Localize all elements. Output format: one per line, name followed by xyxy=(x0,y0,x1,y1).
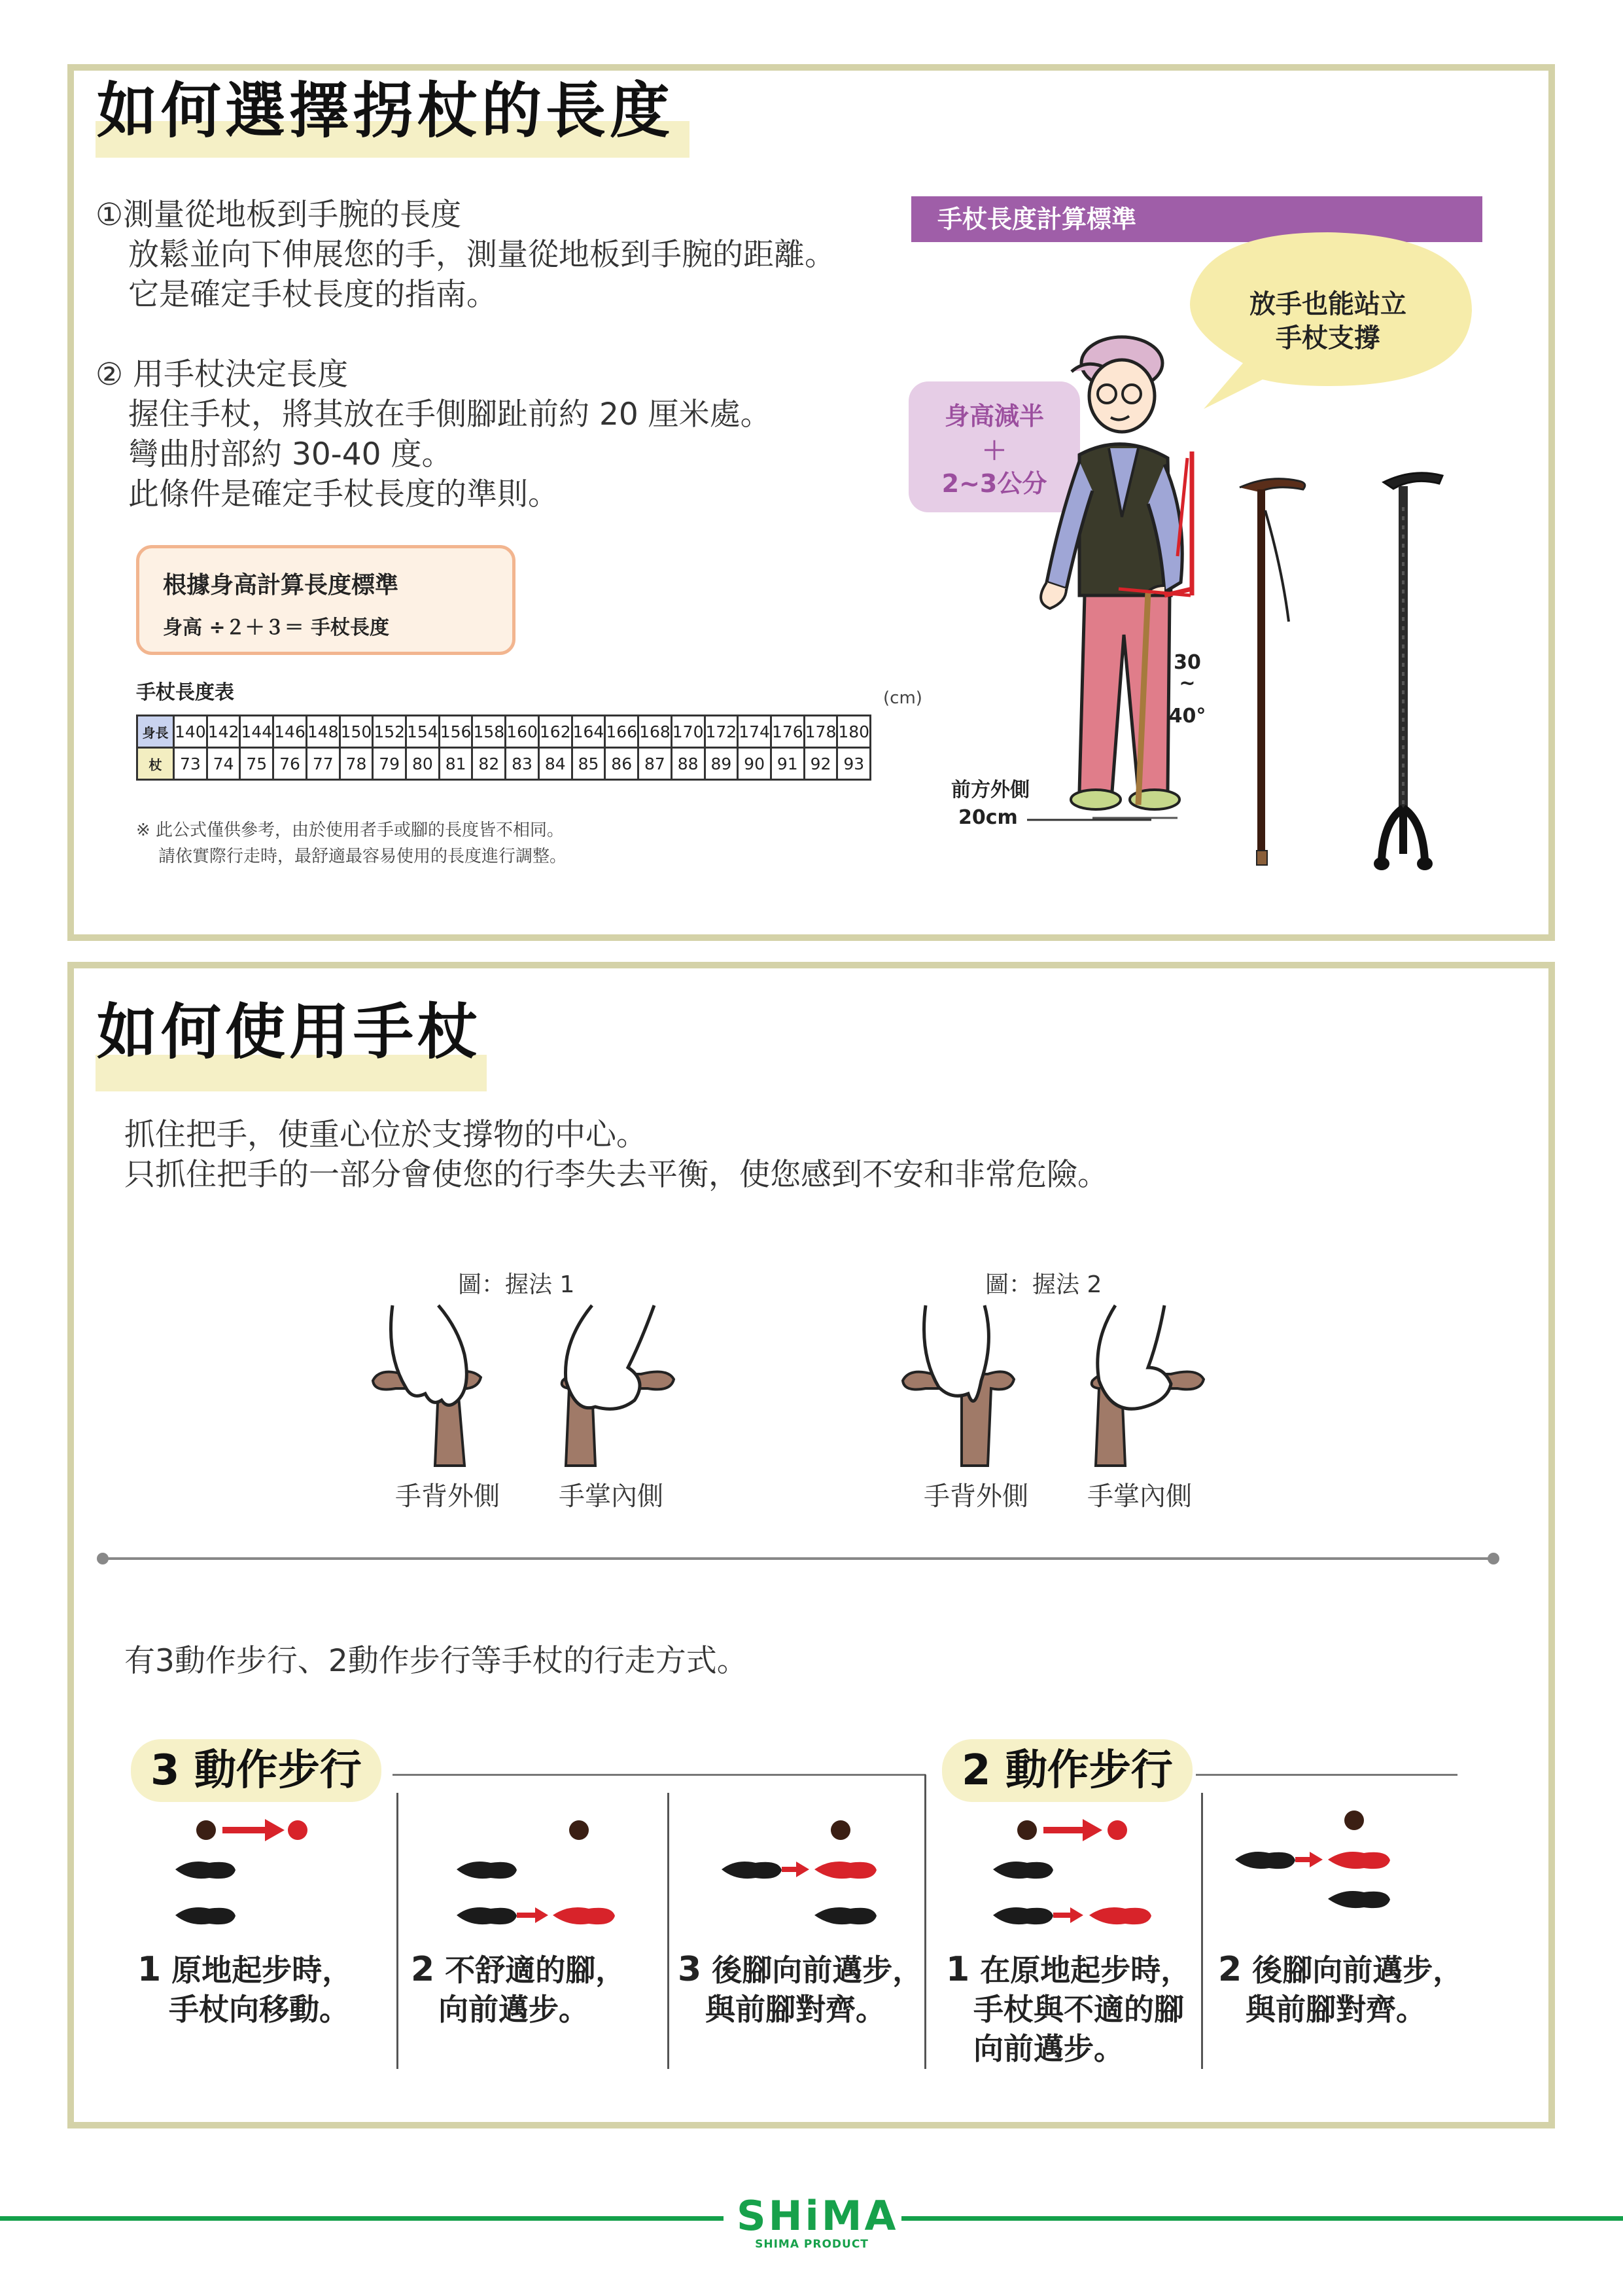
table-unit: (cm) xyxy=(883,688,922,708)
formula-box xyxy=(136,545,515,655)
note-line2: 請依實際行走時，最舒適最容易使用的長度進行調整。 xyxy=(158,847,567,866)
footer-rule-right xyxy=(901,2216,1623,2221)
cane-length-table xyxy=(136,715,871,781)
cane-quad-icon xyxy=(1374,468,1465,877)
height-cell: 178 xyxy=(804,716,837,748)
height-cell: 140 xyxy=(174,716,207,748)
step1-heading: ①測量從地板到手腕的長度 xyxy=(96,197,462,233)
height-cell: 160 xyxy=(506,716,539,748)
two-step-rule xyxy=(1196,1774,1457,1776)
bubble-line2: 手杖支撐 xyxy=(1276,323,1380,353)
height-cell: 154 xyxy=(406,716,440,748)
height-cell: 146 xyxy=(273,716,307,748)
three-step-title: 3 動作步行 xyxy=(131,1739,381,1802)
step-line: 向前邁步。 xyxy=(973,2031,1124,2066)
height-cell: 158 xyxy=(472,716,506,748)
cane-row-label: 杖 xyxy=(137,748,174,780)
pink-line1: 身高減半 xyxy=(944,402,1044,431)
cane-length-cell: 76 xyxy=(273,748,307,780)
step-number: 3 xyxy=(678,1950,702,1989)
cane-length-cell: 80 xyxy=(406,748,440,780)
step-number: 2 xyxy=(1218,1950,1242,1989)
step-number: 2 xyxy=(411,1950,435,1989)
formula-title: 根據身高計算長度標準 xyxy=(163,572,399,599)
usage-intro-line1: 抓住把手，使重心位於支撐物的中心。 xyxy=(124,1117,647,1153)
cane-length-cell: 88 xyxy=(671,748,705,780)
formula-text: 身高 ÷２＋３＝ 手杖長度 xyxy=(163,616,390,639)
grip2-palm-hand xyxy=(1092,1305,1204,1466)
step-line: 不舒適的腳， xyxy=(445,1952,626,1988)
cane-length-cell: 77 xyxy=(306,748,340,780)
cane-length-cell: 83 xyxy=(506,748,539,780)
step-line: 手杖向移動。 xyxy=(169,1992,349,2027)
height-cell: 142 xyxy=(207,716,240,748)
two-step-2-text xyxy=(1218,1950,1463,2029)
three-step-1-text xyxy=(137,1950,352,2029)
height-cell: 172 xyxy=(705,716,738,748)
two-step-1-text xyxy=(946,1950,1191,2068)
grip2-illustration xyxy=(896,1302,1236,1466)
step2-heading: ② 用手杖決定長度 xyxy=(96,357,349,393)
two-step-title: 2 動作步行 xyxy=(942,1739,1193,1802)
height-cell: 166 xyxy=(605,716,638,748)
logo-main: SHiMA xyxy=(737,2192,899,2240)
cane-length-cell: 91 xyxy=(771,748,804,780)
step-line: 後腳向前邁步， xyxy=(712,1952,923,1988)
note-line1: ※ 此公式僅供參考，由於使用者手或腳的長度皆不相同。 xyxy=(136,821,565,840)
cane-length-cell: 75 xyxy=(240,748,273,780)
height-cell: 176 xyxy=(771,716,804,748)
grip1-caption: 圖：握法 1 xyxy=(458,1271,575,1298)
cane-length-cell: 81 xyxy=(439,748,472,780)
illustration-header: 手杖長度計算標準 xyxy=(911,196,1482,242)
grip2-caption: 圖：握法 2 xyxy=(985,1271,1102,1298)
height-row xyxy=(137,716,871,748)
table-title: 手杖長度表 xyxy=(136,681,234,704)
section2-title: 如何使用手杖 xyxy=(97,997,482,1067)
height-cell: 156 xyxy=(439,716,472,748)
step2-line2: 彎曲肘部約 30-40 度。 xyxy=(128,436,453,472)
step-line: 原地起步時， xyxy=(171,1952,353,1988)
elderly-man-illustration xyxy=(1007,334,1217,831)
height-cell: 180 xyxy=(837,716,871,748)
grip1-back-hand xyxy=(373,1305,481,1466)
pink-line3: 2~3公分 xyxy=(941,469,1047,498)
cane-length-cell: 79 xyxy=(373,748,406,780)
bubble-line1: 放手也能站立 xyxy=(1249,289,1406,319)
distance-line xyxy=(1027,818,1151,822)
front-distance: 20cm xyxy=(958,806,1018,829)
step-line: 後腳向前邁步， xyxy=(1252,1952,1463,1988)
two-step-2-diagram xyxy=(1230,1806,1400,1937)
grip1-left-label: 手背外側 xyxy=(395,1481,500,1511)
step1-line2: 它是確定手杖長度的指南。 xyxy=(128,277,497,313)
step-line: 與前腳對齊。 xyxy=(1246,1992,1426,2027)
cane-length-cell: 73 xyxy=(174,748,207,780)
three-step-3-text xyxy=(678,1950,922,2029)
cane-length-cell: 87 xyxy=(638,748,672,780)
three-step-3-diagram xyxy=(716,1806,886,1937)
grip2-back-hand xyxy=(903,1305,1014,1466)
step2-line1: 握住手杖，將其放在手側腳趾前約 20 厘米處。 xyxy=(128,397,771,433)
three-step-2-diagram xyxy=(451,1806,621,1937)
pink-line2: ＋ xyxy=(981,436,1007,465)
angle-mid: ~ xyxy=(1179,672,1196,695)
shima-logo xyxy=(737,2192,899,2251)
column-divider xyxy=(667,1793,669,2069)
step-line: 向前邁步。 xyxy=(438,1992,589,2027)
column-divider xyxy=(396,1793,398,2069)
grip1-palm-hand xyxy=(562,1305,674,1466)
logo-sub: SHIMA PRODUCT xyxy=(755,2238,869,2251)
walk-intro: 有3動作步行、2動作步行等手杖的行走方式。 xyxy=(124,1643,748,1679)
three-step-1-diagram xyxy=(170,1806,314,1937)
section-divider xyxy=(95,1552,1501,1565)
step-line: 在原地起步時， xyxy=(980,1952,1191,1988)
height-cell: 168 xyxy=(638,716,672,748)
cane-length-cell: 82 xyxy=(472,748,506,780)
column-divider xyxy=(1201,1793,1203,2069)
front-label: 前方外側 xyxy=(951,779,1030,802)
cane-length-cell: 86 xyxy=(605,748,638,780)
three-step-rule xyxy=(393,1774,926,1776)
height-cell: 170 xyxy=(671,716,705,748)
height-row-label: 身長 xyxy=(137,716,174,748)
cane-length-cell: 84 xyxy=(538,748,572,780)
step-number: 1 xyxy=(946,1950,970,1989)
section1-title: 如何選擇拐杖的長度 xyxy=(97,76,674,146)
height-cell: 174 xyxy=(738,716,771,748)
grip2-left-label: 手背外側 xyxy=(924,1481,1028,1511)
footer-rule-left xyxy=(0,2216,724,2221)
cane-length-cell: 74 xyxy=(207,748,240,780)
cane-single-icon xyxy=(1236,471,1321,877)
column-divider xyxy=(924,1775,926,2069)
step-number: 1 xyxy=(137,1950,162,1989)
step-line: 與前腳對齊。 xyxy=(705,1992,886,2027)
step1-line1: 放鬆並向下伸展您的手，測量從地板到手腕的距離。 xyxy=(128,237,835,273)
grip1-right-label: 手掌內側 xyxy=(559,1481,663,1511)
angle-bottom: 40° xyxy=(1168,705,1206,728)
three-step-2-text xyxy=(411,1950,625,2029)
usage-intro-line2: 只抓住把手的一部分會使您的行李失去平衡，使您感到不安和非常危險。 xyxy=(124,1157,1108,1193)
grip1-illustration xyxy=(366,1302,707,1466)
cane-length-cell: 93 xyxy=(837,748,871,780)
cane-length-cell: 89 xyxy=(705,748,738,780)
angle-top: 30 xyxy=(1174,651,1201,674)
cane-length-cell: 90 xyxy=(738,748,771,780)
step-line: 手杖與不適的腳 xyxy=(973,1992,1184,2027)
cane-length-cell: 85 xyxy=(572,748,605,780)
cane-length-cell: 92 xyxy=(804,748,837,780)
two-step-1-diagram xyxy=(988,1806,1164,1937)
step2-line3: 此條件是確定手杖長度的準則。 xyxy=(128,476,559,512)
height-cell: 144 xyxy=(240,716,273,748)
height-cell: 148 xyxy=(306,716,340,748)
cane-length-cell: 78 xyxy=(340,748,373,780)
height-cell: 152 xyxy=(373,716,406,748)
grip2-right-label: 手掌內側 xyxy=(1087,1481,1192,1511)
height-cell: 150 xyxy=(340,716,373,748)
height-cell: 164 xyxy=(572,716,605,748)
cane-row xyxy=(137,748,871,780)
height-cell: 162 xyxy=(538,716,572,748)
